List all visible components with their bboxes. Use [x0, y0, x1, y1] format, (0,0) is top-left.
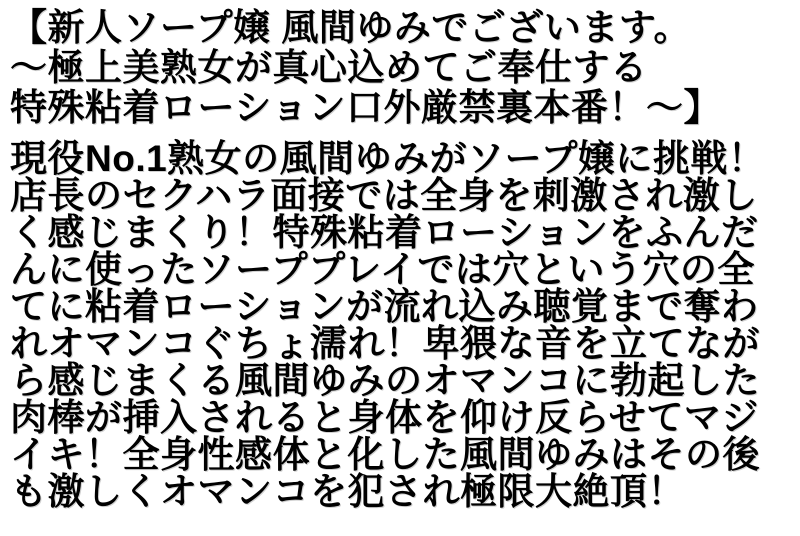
- body-line-9: イキ！全身性感体と化した風間ゆみはその後: [10, 434, 760, 475]
- title-line-1: 【新人ソープ嬢 風間ゆみでございます。: [10, 7, 691, 48]
- body-line-6: れオマンコぐちょ濡れ！卑猥な音を立てなが: [10, 323, 760, 364]
- body-line-2: 店長のセクハラ面接では全身を刺激され激し: [10, 175, 758, 216]
- body-line-3: く感じまくり！特殊粘着ローションをふんだ: [10, 212, 759, 253]
- body-line-4: んに使ったソーププレイでは穴という穴の全: [10, 249, 755, 290]
- body-line-7: ら感じまくる風間ゆみのオマンコに勃起した: [10, 360, 760, 401]
- body-line-10: も激しくオマンコを犯され極限大絶頂！: [10, 471, 685, 512]
- body-text-block: [10, 140, 800, 510]
- title-block: [10, 8, 800, 128]
- title-line-2: ～極上美熟女が真心込めてご奉仕する: [10, 47, 648, 88]
- body-line-5: てに粘着ローションが流れ込み聴覚まで奪わ: [10, 286, 759, 327]
- body-line-1: 現役No.1熟女の風間ゆみがソープ嬢に挑戦！: [10, 138, 766, 179]
- body-line-8: 肉棒が挿入されると身体を仰け反らせてマジ: [10, 397, 759, 438]
- title-line-3: 特殊粘着ローション口外厳禁裏本番！～】: [10, 87, 722, 128]
